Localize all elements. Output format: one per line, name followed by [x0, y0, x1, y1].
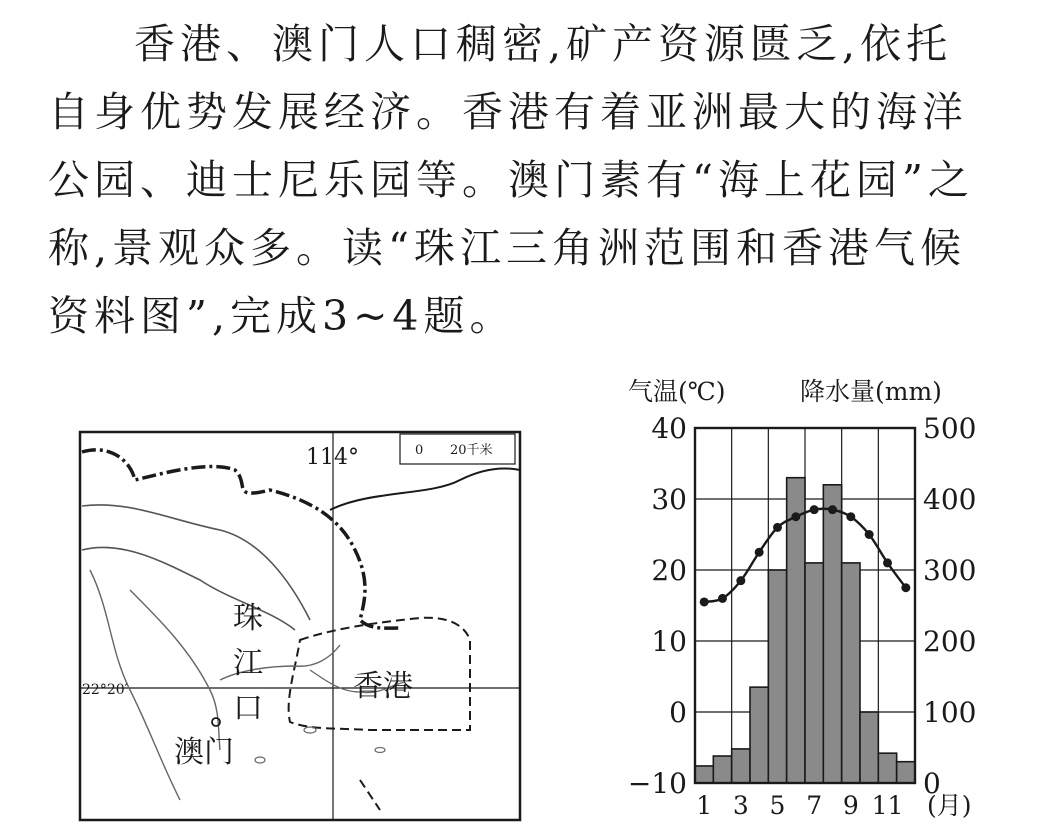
precip-bar	[713, 756, 731, 783]
precip-bar	[878, 753, 896, 783]
precip-tick-label: 100	[923, 696, 977, 729]
temperature-point	[773, 523, 782, 532]
longitude-label: 114°	[306, 445, 359, 470]
precip-bar	[805, 563, 823, 783]
temperature-point	[865, 530, 874, 539]
precip-bar	[787, 478, 805, 783]
month-tick-label: 7	[806, 791, 823, 820]
month-tick-label: 5	[769, 791, 786, 820]
precip-bar	[695, 766, 713, 783]
month-tick-label: 11	[871, 791, 904, 820]
precip-bar	[842, 563, 860, 783]
paragraph-line: 香港、澳门人口稠密,矿产资源匮乏,依托	[134, 20, 953, 68]
scale-distance: 20千米	[450, 443, 493, 458]
temperature-point	[791, 512, 800, 521]
temp-tick-label: 20	[651, 554, 687, 587]
map-frame	[80, 432, 520, 820]
temperature-point	[810, 505, 819, 514]
precip-tick-label: 500	[923, 412, 977, 445]
temp-tick-label: 10	[651, 625, 687, 658]
precip-tick-label: 0	[923, 767, 941, 800]
river-mouth-label: 珠	[233, 601, 263, 636]
macau-label: 澳门	[174, 735, 234, 770]
hongkong-label: 香港	[353, 669, 413, 704]
precip-tick-label: 400	[923, 483, 977, 516]
month-tick-label: 9	[842, 791, 859, 820]
precip-bar	[823, 485, 841, 783]
temp-tick-label: 40	[651, 412, 687, 445]
precip-tick-label: 300	[923, 554, 977, 587]
temp-axis-label: 气温(℃)	[628, 377, 726, 406]
precip-bar	[768, 570, 786, 783]
month-tick-label: 1	[696, 791, 713, 820]
precip-bar	[860, 712, 878, 783]
precip-bar	[750, 687, 768, 783]
temperature-point	[718, 594, 727, 603]
paragraph-line: 自身优势发展经济。香港有着亚洲最大的海洋	[48, 88, 968, 136]
hongkong-climate-chart	[600, 370, 1040, 830]
paragraph-line: 公园、迪士尼乐园等。澳门素有“海上花园”之	[48, 156, 974, 204]
scale-zero: 0	[415, 443, 424, 458]
temp-tick-label: 30	[651, 483, 687, 516]
question-paragraph	[48, 10, 1028, 350]
paragraph-line: 称,景观众多。读“珠江三角洲范围和香港气候	[48, 224, 966, 272]
temperature-point	[846, 512, 855, 521]
temperature-point	[736, 576, 745, 585]
temp-tick-label: −10	[627, 767, 687, 800]
temperature-point	[700, 597, 709, 606]
precip-bar	[732, 749, 750, 783]
temp-tick-label: 0	[669, 696, 687, 729]
paragraph-line: 资料图”,完成3~4题。	[48, 292, 516, 340]
temperature-point	[755, 548, 764, 557]
precip-tick-label: 200	[923, 625, 977, 658]
temperature-point	[901, 583, 910, 592]
river-mouth-label: 口	[233, 691, 263, 726]
temperature-point	[828, 505, 837, 514]
latitude-label: 22°20′	[82, 682, 128, 698]
river-mouth-label: 江	[233, 646, 263, 681]
x-unit-label: (月)	[927, 791, 972, 820]
precip-bar	[897, 762, 915, 783]
month-tick-label: 3	[732, 791, 749, 820]
temperature-point	[883, 558, 892, 567]
precip-axis-label: 降水量(mm)	[800, 377, 942, 406]
pearl-river-delta-map	[70, 430, 530, 825]
